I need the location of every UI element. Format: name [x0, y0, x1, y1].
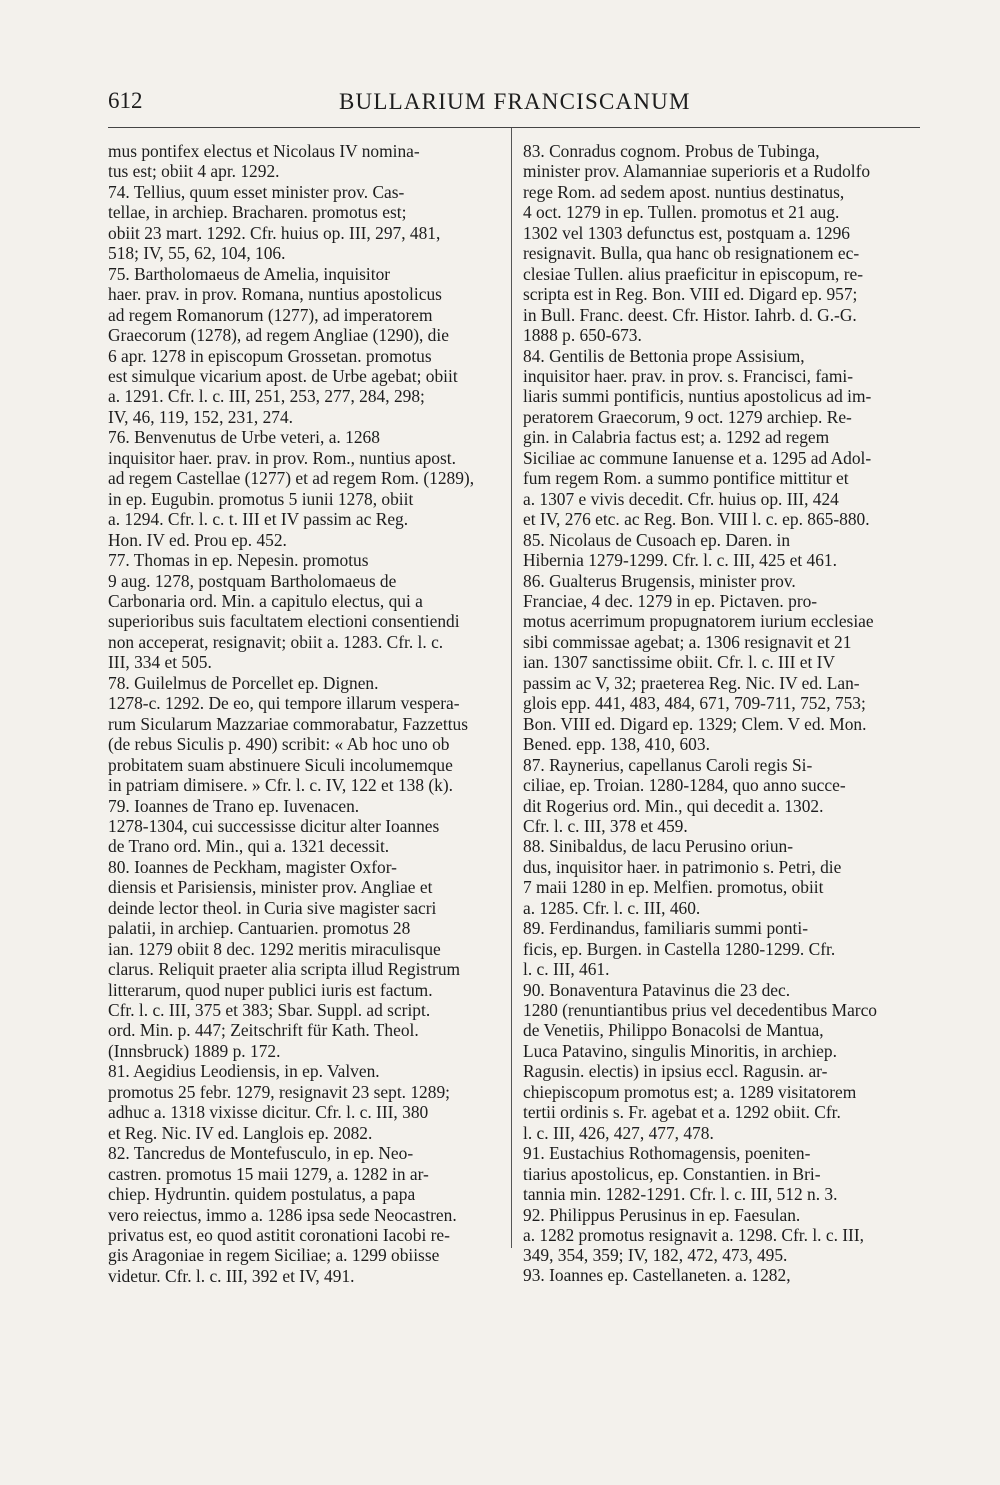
text-line: 1278-1304, cui successisse dicitur alter Ioannes — [108, 815, 440, 836]
text-line: dus, inquisitor haer. in patrimonio s. Petri, die — [523, 856, 842, 877]
text-line: inquisitor haer. prav. in prov. Rom., nuntius apost. — [108, 447, 456, 468]
page-number: 612 — [108, 88, 143, 113]
text-line: 79. Ioannes de Trano ep. Iuvenacen. — [108, 795, 360, 816]
text-line: 1278-c. 1292. De eo, qui tempore illarum vespera- — [108, 693, 460, 714]
text-line: et Reg. Nic. IV ed. Langlois ep. 2082. — [108, 1122, 373, 1143]
text-line: vero reiectus, immo a. 1286 ipsa sede Neocastren. — [108, 1204, 457, 1225]
text-line: a. 1285. Cfr. l. c. III, 460. — [523, 897, 701, 918]
text-line: 91. Eustachius Rothomagensis, poeniten- — [523, 1143, 811, 1164]
text-line: 83. Conradus cognom. Probus de Tubinga, — [523, 141, 820, 161]
text-line: Ragusin. electis) in ipsius eccl. Ragusin. ar- — [523, 1061, 828, 1082]
text-line: 4 oct. 1279 in ep. Tullen. promotus et 21 aug. — [523, 202, 840, 223]
text-line: Hibernia 1279-1299. Cfr. l. c. III, 425 et 461. — [523, 550, 837, 571]
header-rule — [108, 127, 920, 128]
text-line: in Bull. Franc. deest. Cfr. Histor. Iahrb. d. G.-G. — [523, 304, 857, 325]
text-line: 76. Benvenutus de Urbe veteri, a. 1268 — [108, 427, 380, 448]
text-line: mus pontifex electus et Nicolaus IV nomina- — [108, 141, 420, 161]
text-line: peratorem Graecorum, 9 oct. 1279 archiep. Re- — [523, 406, 852, 427]
text-line: inquisitor haer. prav. in prov. s. Francisci, fami- — [523, 365, 854, 386]
text-line: 85. Nicolaus de Cusoach ep. Daren. in — [523, 529, 791, 550]
text-line: 1280 (renuntiantibus prius vel decedentibus Marco — [523, 1000, 878, 1021]
text-line: non acceperat, resignavit; obiit a. 1283. Cfr. l. c. — [108, 631, 444, 652]
text-line: a. 1294. Cfr. l. c. t. III et IV passim ac Reg. — [108, 509, 409, 530]
text-line: ad regem Romanorum (1277), ad imperatorem — [108, 304, 433, 325]
text-line: litterarum, quod nuper publici iuris est factum. — [108, 979, 433, 1000]
text-line: a. 1291. Cfr. l. c. III, 251, 253, 277, 284, 298; — [108, 386, 425, 407]
text-line: videtur. Cfr. l. c. III, 392 et IV, 491. — [108, 1265, 355, 1286]
page-header — [108, 88, 918, 124]
text-line: superioribus suis facultatem electioni consentiendi — [108, 611, 460, 632]
text-line: Franciae, 4 dec. 1279 in ep. Pictaven. pro- — [523, 590, 818, 611]
text-line: liaris summi pontificis, nuntius apostolicus ad im- — [523, 386, 872, 407]
text-line: motus acerrimum propugnatorem iurium ecclesiae — [523, 611, 874, 632]
text-line: ad regem Castellae (1277) et ad regem Rom. (1289), — [108, 468, 475, 489]
text-line: ord. Min. p. 447; Zeitschrift für Kath. Theol. — [108, 1020, 419, 1041]
text-line: palatii, in archiep. Cantuarien. promotus 28 — [108, 918, 411, 939]
text-line: Carbonaria ord. Min. a capitulo electus, qui a — [108, 590, 423, 611]
text-line: clarus. Reliquit praeter alia scripta illud Registrum — [108, 959, 461, 980]
text-line: tellae, in archiep. Bracharen. promotus est; — [108, 202, 407, 223]
text-line: tus est; obiit 4 apr. 1292. — [108, 161, 280, 182]
text-line: deinde lector theol. in Curia sive magister sacri — [108, 897, 437, 918]
text-line: in patriam dimisere. » Cfr. l. c. IV, 122 et 138 (k). — [108, 775, 454, 796]
text-line: glois epp. 441, 483, 484, 671, 709-711, 752, 753; — [523, 693, 866, 714]
text-line: gin. in Calabria factus est; a. 1292 ad regem — [523, 427, 830, 448]
text-line: promotus 25 febr. 1279, resignavit 23 sept. 1289; — [108, 1081, 450, 1102]
text-line: 89. Ferdinandus, familiaris summi ponti- — [523, 918, 808, 939]
text-line: passim ac V, 32; praeterea Reg. Nic. IV ed. Lan- — [523, 672, 860, 693]
text-line: III, 334 et 505. — [108, 652, 212, 673]
text-line: castren. promotus 15 maii 1279, a. 1282 in ar- — [108, 1163, 429, 1184]
text-line: l. c. III, 461. — [523, 959, 610, 980]
text-line: tiarius apostolicus, ep. Constantien. in Bri- — [523, 1163, 821, 1184]
text-line: 9 aug. 1278, postquam Bartholomaeus de — [108, 570, 397, 591]
text-line: Bon. VIII ed. Digard ep. 1329; Clem. V ed. Mon. — [523, 713, 867, 734]
text-line: 349, 354, 359; IV, 182, 472, 473, 495. — [523, 1245, 788, 1266]
text-line: sibi commissae agebat; a. 1306 resignavit et 21 — [523, 631, 852, 652]
text-line: in ep. Eugubin. promotus 5 iunii 1278, obiit — [108, 488, 414, 509]
text-line: l. c. III, 426, 427, 477, 478. — [523, 1122, 714, 1143]
text-line: ciliae, ep. Troian. 1280-1284, quo anno succe- — [523, 775, 846, 796]
text-line: Cfr. l. c. III, 378 et 459. — [523, 815, 688, 836]
text-line: ficis, ep. Burgen. in Castella 1280-1299. Cfr. — [523, 938, 836, 959]
text-line: de Trano ord. Min., qui a. 1321 decessit. — [108, 836, 390, 857]
text-line: a. 1282 promotus resignavit a. 1298. Cfr. l. c. III, — [523, 1225, 864, 1246]
text-line: probitatem suam abstinuere Siculi incolumemque — [108, 754, 453, 775]
text-line: rege Rom. ad sedem apost. nuntius destinatus, — [523, 181, 845, 202]
text-line: 77. Thomas in ep. Nepesin. promotus — [108, 550, 369, 571]
text-line: 92. Philippus Perusinus in ep. Faesulan. — [523, 1204, 801, 1225]
text-line: 87. Raynerius, capellanus Caroli regis Si- — [523, 754, 813, 775]
text-line: Bened. epp. 138, 410, 603. — [523, 734, 710, 755]
text-line: 80. Ioannes de Peckham, magister Oxfor- — [108, 856, 397, 877]
right-column — [523, 141, 918, 1285]
text-line: 90. Bonaventura Patavinus die 23 dec. — [523, 979, 791, 1000]
text-line: adhuc a. 1318 vixisse dicitur. Cfr. l. c. III, 380 — [108, 1102, 429, 1123]
text-line: rum Sicularum Mazzariae commorabatur, Fazzettus — [108, 713, 469, 734]
text-line: 7 maii 1280 in ep. Melfien. promotus, obiit — [523, 877, 824, 898]
text-line: obiit 23 mart. 1292. Cfr. huius op. III, 297, 481, — [108, 222, 441, 243]
text-line: a. 1307 e vivis decedit. Cfr. huius op. III, 424 — [523, 488, 839, 509]
text-line: haer. prav. in prov. Romana, nuntius apostolicus — [108, 284, 442, 305]
left-column — [108, 141, 500, 1286]
text-line: 93. Ioannes ep. Castellaneten. a. 1282, — [523, 1264, 791, 1285]
text-line: 82. Tancredus de Montefusculo, in ep. Neo- — [108, 1143, 414, 1164]
text-line: tannia min. 1282-1291. Cfr. l. c. III, 512 n. 3. — [523, 1184, 838, 1205]
text-line: fum regem Rom. a summo pontifice mittitur et — [523, 468, 849, 489]
text-line: ian. 1279 obiit 8 dec. 1292 meritis miraculisque — [108, 938, 441, 959]
text-line: 86. Gualterus Brugensis, minister prov. — [523, 570, 796, 591]
text-line: Graecorum (1278), ad regem Angliae (1290), die — [108, 325, 449, 346]
text-line: IV, 46, 119, 152, 231, 274. — [108, 406, 294, 427]
text-line: est simulque vicarium apost. de Urbe agebat; obiit — [108, 365, 458, 386]
text-line: 88. Sinibaldus, de lacu Perusino oriun- — [523, 836, 794, 857]
text-line: dit Rogerius ord. Min., qui decedit a. 1302. — [523, 795, 824, 816]
text-line: chiep. Hydruntin. quidem postulatus, a papa — [108, 1184, 416, 1205]
text-line: tertii ordinis s. Fr. agebat et a. 1292 obiit. Cfr. — [523, 1102, 841, 1123]
running-head: BULLARIUM FRANCISCANUM — [339, 89, 691, 114]
text-line: (de rebus Siculis p. 490) scribit: « Ab hoc uno ob — [108, 734, 450, 755]
text-line: resignavit. Bulla, qua hanc ob resignationem ec- — [523, 243, 860, 264]
text-line: 74. Tellius, quum esset minister prov. Cas- — [108, 181, 405, 202]
text-line: chiepiscopum promotus est; a. 1289 visitatorem — [523, 1081, 857, 1102]
text-line: Cfr. l. c. III, 375 et 383; Sbar. Suppl. ad script. — [108, 1000, 431, 1021]
text-line: ian. 1307 sanctissime obiit. Cfr. l. c. III et IV — [523, 652, 836, 673]
text-line: 1302 vel 1303 defunctus est, postquam a. 1296 — [523, 222, 850, 243]
text-line: 81. Aegidius Leodiensis, in ep. Valven. — [108, 1061, 380, 1082]
text-line: Siciliae ac commune Ianuense et a. 1295 ad Adol- — [523, 447, 872, 468]
text-line: scripta est in Reg. Bon. VIII ed. Digard ep. 957; — [523, 284, 858, 305]
text-line: Luca Patavino, singulis Minoritis, in archiep. — [523, 1040, 837, 1061]
text-line: 78. Guilelmus de Porcellet ep. Dignen. — [108, 672, 379, 693]
column-divider — [511, 128, 512, 1248]
text-line: diensis et Parisiensis, minister prov. Angliae et — [108, 877, 433, 898]
text-line: clesiae Tullen. alius praeficitur in episcopum, re- — [523, 263, 863, 284]
text-line: et IV, 276 etc. ac Reg. Bon. VIII l. c. ep. 865-880. — [523, 509, 870, 530]
text-line: minister prov. Alamanniae superioris et a Rudolfo — [523, 161, 871, 182]
text-line: 84. Gentilis de Bettonia prope Assisium, — [523, 345, 805, 366]
text-line: Hon. IV ed. Prou ep. 452. — [108, 529, 287, 550]
text-line: 1888 p. 650-673. — [523, 325, 642, 346]
text-line: 518; IV, 55, 62, 104, 106. — [108, 243, 286, 264]
text-line: de Venetiis, Philippo Bonacolsi de Mantua, — [523, 1020, 824, 1041]
text-line: 6 apr. 1278 in episcopum Grossetan. promotus — [108, 345, 432, 366]
text-line: (Innsbruck) 1889 p. 172. — [108, 1040, 281, 1061]
text-line: privatus est, eo quod astitit coronationi Iacobi re- — [108, 1225, 450, 1246]
text-line: gis Aragoniae in regem Siciliae; a. 1299 obiisse — [108, 1245, 440, 1266]
text-line: 75. Bartholomaeus de Amelia, inquisitor — [108, 263, 391, 284]
